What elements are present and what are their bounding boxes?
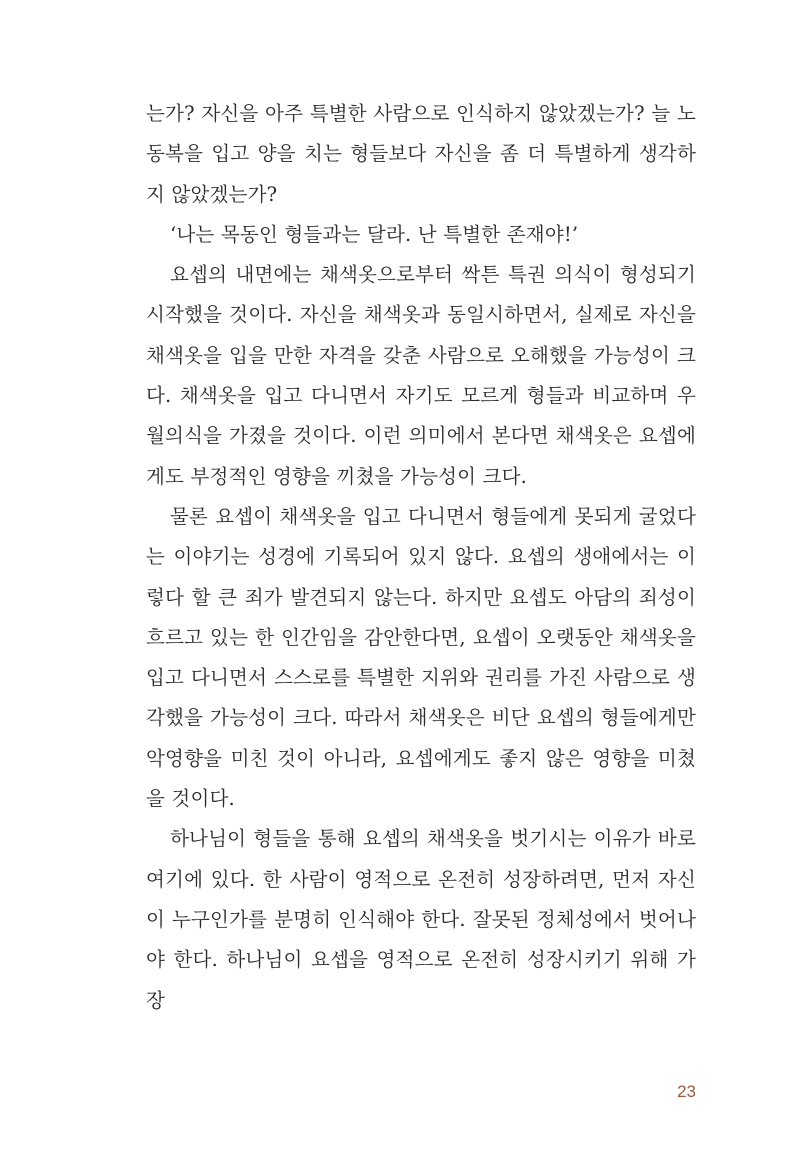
- paragraph: 하나님이 형들을 통해 요셉의 채색옷을 벗기시는 이유가 바로 여기에 있다. 한 사람이 영적으로 온전히 성장하려면, 먼저 자신이 누구인가를 분명히 인식해야 한다. 잘못된 정체성에서 벗어나야 한다. 하나님이 요셉을 영적으로 온전히 성장시키기 위해 가장: [146, 827, 696, 1012]
- paragraph: 요셉의 내면에는 채색옷으로부터 싹튼 특권 의식이 형성되기 시작했을 것이다. 자신을 채색옷과 동일시하면서, 실제로 자신을 채색옷을 입을 만한 자격을 갖춘 사람으로 오해했을 가능성이 크다. 채색옷을 입고 다니면서 자기도 모르게 형들과 비교하며 우월의식을 가졌을 것이다. 이런 의미에서 본다면 채색옷은 요셉에게도 부정적인 영향을 끼쳤을 가능성이 크다.: [146, 263, 696, 488]
- page-number: 23: [677, 1082, 696, 1101]
- paragraph-continued: 는가? 자신을 아주 특별한 사람으로 인식하지 않았겠는가? 늘 노동복을 입고 양을 치는 형들보다 자신을 좀 더 특별하게 생각하지 않았겠는가?: [146, 102, 696, 206]
- paragraph-quote: ‘나는 목동인 형들과는 달라. 난 특별한 존재야!’: [170, 222, 579, 246]
- body-text: [146, 94, 696, 1021]
- paragraph: 물론 요셉이 채색옷을 입고 다니면서 형들에게 못되게 굴었다는 이야기는 성경에 기록되어 있지 않다. 요셉의 생애에서는 이렇다 할 큰 죄가 발견되지 않는다. 하지만 요셉도 아담의 죄성이 흐르고 있는 한 인간임을 감안한다면, 요셉이 오랫동안 채색옷을 입고 다니면서 스스로를 특별한 지위와 권리를 가진 사람으로 생각했을 가능성이 크다. 따라서 채색옷은 비단 요셉의 형들에게만 악영향을 미친 것이 아니라, 요셉에게도 좋지 않은 영향을 미쳤을 것이다.: [146, 504, 696, 811]
